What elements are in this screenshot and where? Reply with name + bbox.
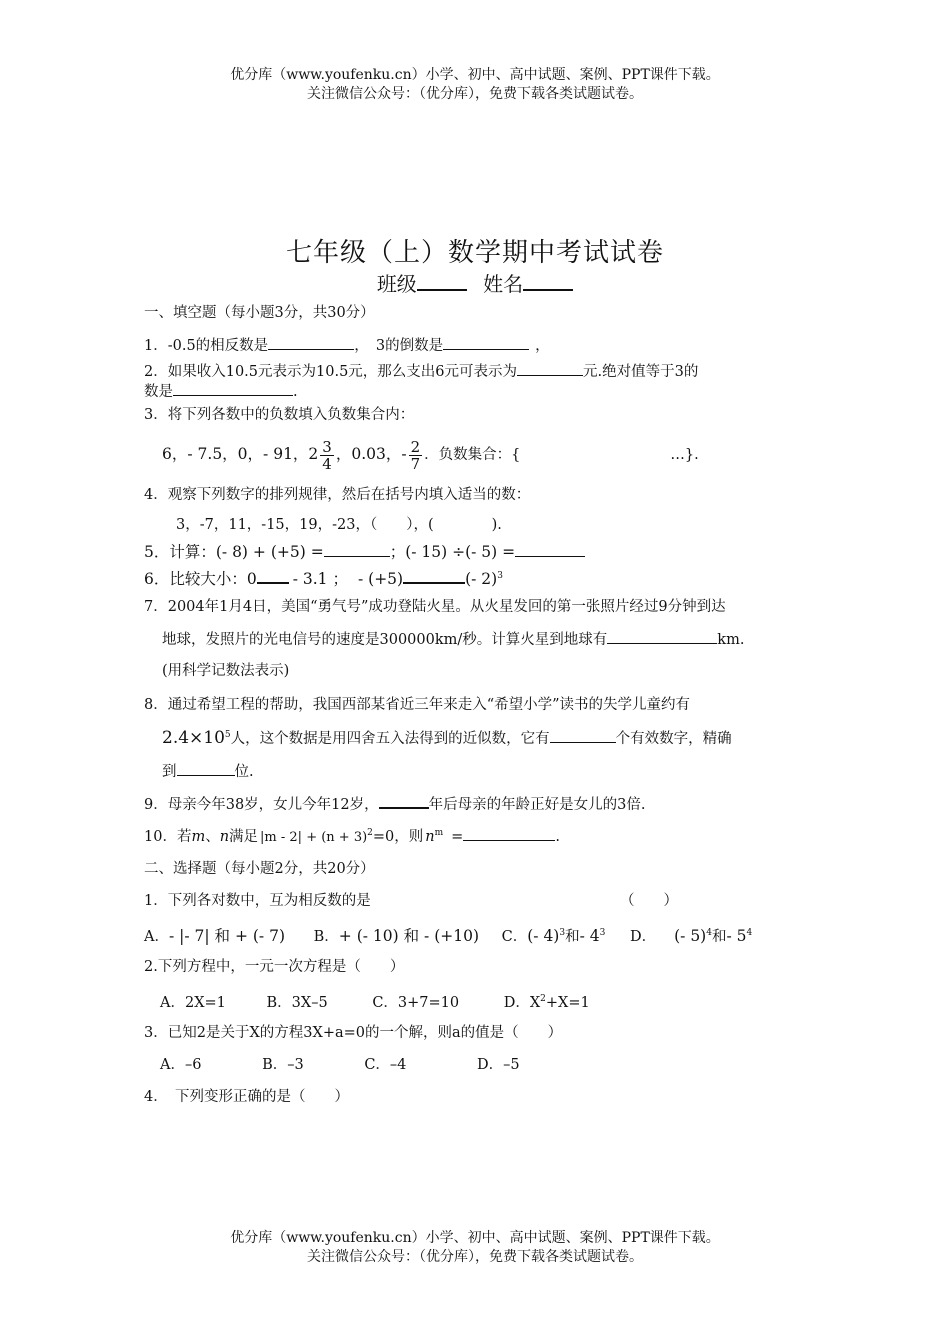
s1-q5 — [144, 541, 814, 563]
s2-q3-option-d[interactable]: D．–5 — [477, 1057, 520, 1073]
s1-q10-var-n: n — [219, 828, 230, 845]
s1-q8-exponent: 5 — [224, 730, 231, 740]
s1-q10-text-a: 10．若 — [144, 828, 192, 845]
s2-q1-text: 1．下列各对数中，互为相反数的是 — [144, 893, 371, 909]
s1-q9-blank[interactable] — [379, 792, 429, 809]
s2-q1-option-a[interactable] — [144, 925, 285, 948]
s1-q8-line1: 8．通过希望工程的帮助，我国西部某省近三年来走入“希望小学”读书的失学儿童约有 — [144, 697, 691, 713]
s1-q1-blank-2[interactable] — [443, 334, 529, 350]
class-label: 班级 — [376, 272, 417, 296]
name-label: 姓名 — [483, 272, 524, 296]
s1-q7-text-a: 地球，发照片的光电信号的速度是300000km/秒。计算火星到地球有 — [162, 632, 608, 648]
s1-q4-sequence: 3，-7，11，-15，19，-23，（ ），( ). — [176, 517, 502, 533]
s1-q6-text-b: - 3.1 ； — [292, 570, 348, 589]
s1-q8-blank-2[interactable] — [177, 760, 235, 776]
s2-q1-c-exp2: 3 — [599, 928, 606, 938]
s1-q8-text-a: 人，这个数据是用四舍五入法得到的近似数，它有 — [230, 730, 550, 747]
s1-q10-expression: |m - 2| + (n + 3) — [260, 829, 368, 845]
s1-q5-blank-1[interactable] — [324, 541, 390, 557]
s1-q6 — [144, 565, 814, 590]
s2-q3-stem: 3．已知2是关于X的方程3X+a=0的一个解，则a的值是（ ） — [144, 1025, 563, 1041]
s1-q7-blank[interactable] — [607, 628, 717, 644]
s2-q2-d-text-a: D．X — [503, 994, 541, 1011]
s1-q10-blank[interactable] — [463, 825, 555, 841]
s2-q1-a-expr: - |- 7| 和 + (- 7) — [168, 926, 286, 945]
s1-q10 — [144, 822, 814, 849]
s1-q10-text-e: . — [555, 828, 560, 845]
student-info — [0, 268, 950, 297]
s1-q3-mixed-fraction — [320, 439, 334, 472]
s1-q1-blank-1[interactable] — [268, 334, 354, 350]
s2-q1-c-expr2: - 4 — [579, 926, 600, 945]
s1-q10-equals: = — [451, 828, 464, 845]
s1-q2-blank-1[interactable] — [517, 360, 583, 376]
s1-q3-numbers — [162, 432, 832, 476]
s1-q10-n-base: n — [425, 828, 435, 845]
s1-q9 — [144, 792, 814, 816]
s1-q3-stem: 3．将下列各数中的负数填入负数集合内： — [144, 407, 415, 423]
s2-q1-c-exp: 3 — [559, 928, 566, 938]
s2-q2-option-d[interactable] — [504, 988, 590, 1014]
s2-q2-option-b[interactable]: B．3X–5 — [266, 994, 328, 1011]
s1-q7-text-b: km. — [717, 632, 745, 648]
s2-q1-d-expr: (- 5) — [674, 926, 707, 945]
s1-q7-line1: 7．2004年1月4日，美国“勇气号”成功登陆火星。从火星发回的第一张照片经过9分钟到达 — [144, 599, 726, 615]
s1-q8-number: 2.4×10 — [162, 727, 225, 748]
s1-q2-text-a: 2．如果收入10.5元表示为10.5元，那么支出6元可表示为 — [144, 364, 518, 380]
s2-q1-c-label: C． — [501, 928, 528, 945]
s2-q2-d-text-b: +X=1 — [545, 994, 590, 1011]
s1-q7-line2 — [162, 628, 832, 651]
s2-q2-options — [160, 988, 830, 1014]
s2-q3-options — [160, 1054, 830, 1076]
s1-q5-blank-2[interactable] — [515, 541, 585, 557]
s2-q2-d-exp: 2 — [540, 994, 546, 1004]
s1-q6-blank-1[interactable] — [257, 567, 289, 584]
s1-q6-blank-2[interactable] — [403, 567, 465, 584]
s1-q3-set-label: ．负数集合：{ — [424, 447, 521, 463]
s2-q1-stem — [144, 890, 814, 912]
s2-q1-d-expr2: - 5 — [726, 926, 747, 945]
s2-q3-option-b[interactable]: B．–3 — [262, 1057, 304, 1073]
s1-q8-blank-1[interactable] — [550, 727, 616, 743]
section2-heading: 二、选择题（每小题2分，共20分） — [144, 861, 375, 877]
page-title: 七年级（上）数学期中考试试卷 — [285, 238, 664, 268]
s2-q2-stem: 2.下列方程中，一元一次方程是（ ） — [144, 959, 405, 975]
s1-q3-mixed-den: 4 — [322, 454, 332, 473]
s1-q1-text-b: ， 3的倒数是 — [354, 338, 444, 354]
s1-q3-nums-b: ，0.03，- — [335, 445, 407, 463]
s2-q1-option-c[interactable] — [502, 922, 606, 948]
s1-q8-text-d: 位. — [234, 764, 254, 780]
s1-q8-text-c: 到 — [162, 764, 177, 780]
s1-q2-blank-2[interactable] — [173, 380, 293, 396]
s1-q10-text-c: =0，则 — [372, 828, 424, 845]
header-line-1: 优分库（www.youfenku.cn）小学、初中、高中试题、案例、PPT课件下载。 — [230, 67, 720, 83]
s2-q1-d-exp2: 4 — [746, 928, 753, 938]
s1-q5-text-a: 5．计算：(- 8) + (+5) = — [144, 543, 324, 561]
s2-q3-option-c[interactable]: C．–4 — [364, 1057, 407, 1073]
s2-q1-options — [144, 922, 814, 948]
s1-q3-fraction — [409, 439, 423, 472]
s1-q1-text-a: 1．-0.5的相反数是 — [144, 338, 269, 354]
s1-q6-exponent: 3 — [497, 571, 503, 581]
s2-q1-b-expr: + (- 10) 和 - (+10) — [338, 926, 480, 945]
s1-q10-var-m: m — [191, 828, 206, 845]
s1-q9-text-b: 年后母亲的年龄正好是女儿的3倍. — [428, 797, 646, 813]
s1-q8-text-b: 个有效数字，精确 — [615, 730, 732, 747]
s1-q10-sep: 、 — [205, 828, 220, 845]
s1-q1-text-c: ， — [535, 338, 550, 354]
s2-q4-stem: 4． 下列变形正确的是（ ） — [144, 1089, 349, 1105]
s2-q1-option-b[interactable] — [314, 925, 479, 948]
s1-q2-text-b: 元.绝对值等于3的 — [583, 364, 699, 380]
s1-q1 — [144, 334, 814, 357]
s1-q3-mixed-num: 3 — [322, 437, 332, 456]
s2-q1-d-exp: 4 — [706, 928, 712, 938]
s1-q6-text-c: - (+5) — [357, 570, 404, 589]
s2-q3-option-a[interactable]: A．–6 — [160, 1057, 202, 1073]
class-blank[interactable] — [417, 274, 467, 291]
name-blank[interactable] — [523, 274, 573, 291]
s1-q2-text-c: 数是 — [144, 384, 173, 400]
s2-q1-c-and: 和 — [565, 928, 580, 945]
s2-q2-option-a[interactable]: A．2X=1 — [160, 994, 226, 1011]
s1-q10-m-exp: m — [434, 828, 444, 838]
s1-q4-stem: 4．观察下列数字的排列规律，然后在括号内填入适当的数： — [144, 487, 531, 503]
s2-q1-d-and: 和 — [711, 928, 727, 945]
footer-line-2: 关注微信公众号：（优分库），免费下载各类试题试卷。 — [307, 1249, 643, 1265]
s1-q6-text-a: 6．比较大小：0 — [144, 570, 257, 589]
s1-q3-frac-den: 7 — [410, 454, 421, 473]
s2-q1-b-label: B． — [313, 928, 339, 945]
footer-line-1: 优分库（www.youfenku.cn）小学、初中、高中试题、案例、PPT课件下载。 — [230, 1230, 720, 1246]
s1-q8-line3 — [162, 760, 832, 783]
section1-heading: 一、填空题（每小题3分，共30分） — [144, 305, 375, 321]
s1-q2-line2 — [144, 380, 814, 403]
s1-q6-text-d: (- 2) — [465, 570, 498, 589]
s2-q1-c-expr: (- 4) — [527, 926, 560, 945]
s2-q1-a-label: A． — [144, 928, 169, 945]
s2-q2-option-c[interactable]: C．3+7=10 — [372, 994, 460, 1011]
s1-q3-set-end: …}. — [670, 447, 699, 463]
s2-q1-d-label: D． — [629, 928, 657, 945]
s1-q8-line2 — [162, 724, 832, 750]
s1-q9-text-a: 9．母亲今年38岁，女儿今年12岁， — [144, 797, 379, 813]
s1-q3-nums-a: 6，- 7.5，0，- 91，2 — [162, 445, 319, 463]
s1-q10-exponent: 2 — [367, 828, 373, 838]
header-line-2: 关注微信公众号：（优分库），免费下载各类试题试卷。 — [307, 86, 643, 102]
s1-q10-text-b: 满足 — [229, 828, 259, 845]
s1-q7-line3: (用科学记数法表示) — [162, 663, 290, 679]
s1-q2-text-d: . — [293, 384, 298, 400]
s2-q1-option-d[interactable] — [630, 922, 752, 948]
s1-q5-text-b: ；(- 15) ÷(- 5) = — [389, 543, 516, 561]
s2-q1-answer-paren[interactable]: （ ） — [620, 893, 678, 909]
s1-q3-frac-num: 2 — [410, 437, 421, 456]
